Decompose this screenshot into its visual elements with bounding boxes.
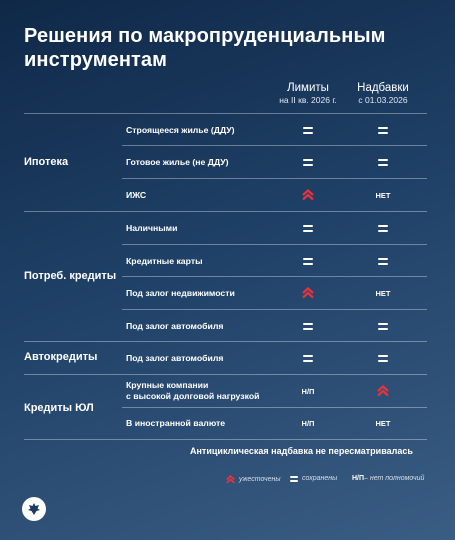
divider <box>122 309 427 310</box>
footnote: Антициклическая надбавка не пересматривалась <box>190 446 413 456</box>
equal-icon <box>378 159 388 166</box>
equal-icon <box>378 323 388 330</box>
row-label: Готовое жилье (не ДДУ) <box>126 157 229 167</box>
column-header-buffers <box>343 81 423 106</box>
column-header-limits <box>268 81 348 106</box>
equal-icon <box>378 258 388 265</box>
buffer-cell <box>363 254 403 268</box>
column-title: Лимиты <box>287 82 329 94</box>
group-mortgage: Ипотека <box>24 156 69 168</box>
legend-kept <box>290 475 337 482</box>
row-label: ИЖС <box>126 190 147 200</box>
column-subtitle: с 01.03.2026 <box>358 95 408 105</box>
divider <box>122 407 427 408</box>
equal-icon <box>303 355 313 362</box>
row-label: Строящееся жилье (ДДУ) <box>126 125 235 135</box>
group-auto: Автокредиты <box>24 351 98 363</box>
limit-cell <box>288 254 328 268</box>
buffer-cell <box>363 384 403 398</box>
equal-icon <box>303 159 313 166</box>
buffer-cell <box>363 188 403 202</box>
column-subtitle: на II кв. 2026 г. <box>279 95 337 105</box>
divider <box>122 276 427 277</box>
legend-abbr: Н/П <box>352 475 365 482</box>
legend-label: – нет полномочий <box>364 475 425 482</box>
row-label: Крупные компании с высокой долговой нагрузкой <box>126 380 260 401</box>
divider <box>24 341 427 342</box>
buffer-cell <box>363 319 403 333</box>
none-text: НЕТ <box>375 190 391 200</box>
not-applicable-text: Н/П <box>301 386 315 396</box>
tightened-icon <box>302 189 314 201</box>
limit-cell <box>288 384 328 398</box>
equal-icon <box>290 476 298 482</box>
row-label: Наличными <box>126 223 178 233</box>
limit-cell <box>288 123 328 137</box>
none-text: НЕТ <box>375 418 391 428</box>
legend-tightened <box>226 475 281 484</box>
tightened-icon <box>377 385 389 397</box>
limit-cell <box>288 351 328 365</box>
divider <box>122 178 427 179</box>
bank-logo <box>22 497 46 521</box>
equal-icon <box>303 258 313 265</box>
legend-label: ужесточены <box>239 476 281 483</box>
divider <box>24 113 427 114</box>
buffer-cell <box>363 416 403 430</box>
equal-icon <box>303 225 313 232</box>
row-label: В иностранной валюте <box>126 418 226 428</box>
equal-icon <box>378 127 388 134</box>
limit-cell <box>288 221 328 235</box>
row-label: Под залог автомобиля <box>126 353 224 363</box>
group-consumer: Потреб. кредиты <box>24 270 117 282</box>
equal-icon <box>378 225 388 232</box>
row-label: Кредитные карты <box>126 256 203 266</box>
page-title: Решения по макропруденциальным инструментам <box>24 25 386 71</box>
buffer-cell <box>363 155 403 169</box>
limit-cell <box>288 286 328 300</box>
row-label: Под залог автомобиля <box>126 321 224 331</box>
limit-cell <box>288 155 328 169</box>
row-label: Под залог недвижимости <box>126 288 235 298</box>
divider <box>24 211 427 212</box>
buffer-cell <box>363 286 403 300</box>
equal-icon <box>378 355 388 362</box>
tightened-icon <box>226 475 235 484</box>
buffer-cell <box>363 221 403 235</box>
not-applicable-text: Н/П <box>301 418 315 428</box>
legend-label: сохранены <box>302 475 338 482</box>
divider <box>122 244 427 245</box>
divider <box>24 439 427 440</box>
legend-not-applicable <box>352 475 424 482</box>
none-text: НЕТ <box>375 288 391 298</box>
limit-cell <box>288 188 328 202</box>
buffer-cell <box>363 123 403 137</box>
limit-cell <box>288 319 328 333</box>
equal-icon <box>303 127 313 134</box>
tightened-icon <box>302 287 314 299</box>
equal-icon <box>303 323 313 330</box>
limit-cell <box>288 416 328 430</box>
divider <box>24 374 427 375</box>
eagle-emblem-icon <box>26 501 42 517</box>
group-corporate: Кредиты ЮЛ <box>24 402 94 414</box>
divider <box>122 145 427 146</box>
buffer-cell <box>363 351 403 365</box>
column-title: Надбавки <box>357 82 409 94</box>
